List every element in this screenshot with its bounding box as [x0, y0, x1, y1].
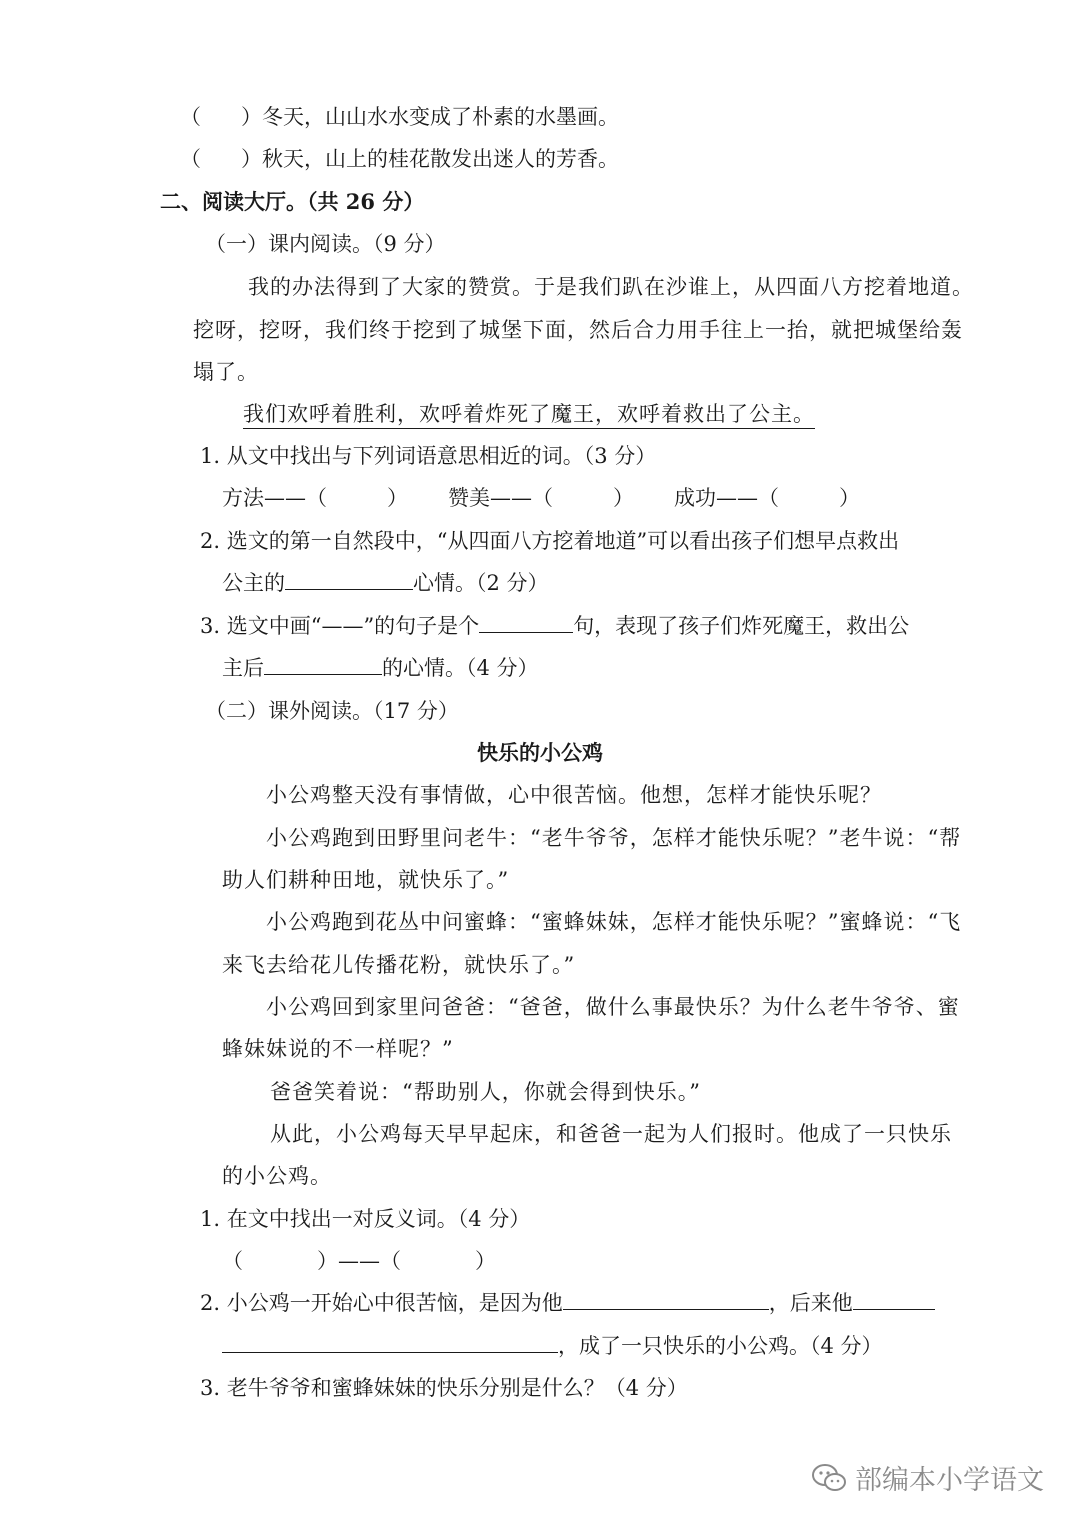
story-line: 爸爸笑着说：“帮助别人，你就会得到快乐。” [270, 1080, 701, 1104]
part1-q3-line2: 主后 的心情。（4 分） [222, 656, 539, 680]
part1-title: （一）课内阅读。（9 分） [205, 232, 446, 256]
paren-close: ） [839, 486, 860, 510]
section2-title: 二、阅读大厅。（共 26 分） [160, 189, 425, 214]
part1-passage-line: 我的办法得到了大家的赞赏。于是我们趴在沙谁上，从四面八方挖着地道。 [248, 275, 974, 299]
story-line: 小公鸡跑到田野里问老牛：“老牛爷爷，怎样才能快乐呢？”老牛说：“帮 [266, 826, 962, 850]
answer-blank[interactable] [222, 1332, 558, 1353]
story-title: 快乐的小公鸡 [477, 740, 603, 765]
paren-close: ） [241, 105, 262, 129]
question-autumn [180, 144, 619, 174]
q1-item-method: 方法——（ [222, 486, 327, 510]
part1-q3-line1: 3. 选文中画“——”的句子是个 句，表现了孩子们炸死魔王，救出公 [200, 614, 910, 638]
part2-title: （二）课外阅读。（17 分） [205, 699, 459, 723]
part1-underlined-sentence: 我们欢呼着胜利，欢呼着炸死了魔王，欢呼着救出了公主。 [243, 399, 815, 429]
answer-blank[interactable] [264, 654, 382, 675]
question-winter [180, 102, 619, 132]
story-line: 蜂妹妹说的不一样呢？” [222, 1037, 454, 1061]
answer-blank[interactable] [285, 569, 413, 590]
q1-item-success: 成功——（ [674, 486, 779, 510]
paren-close: ） [241, 147, 262, 171]
story-line: 从此，小公鸡每天早早起床，和爸爸一起为人们报时。他成了一只快乐 [270, 1122, 952, 1146]
part2-q2-line1: 2. 小公鸡一开始心中很苦恼，是因为他 ，后来他 [200, 1288, 935, 1318]
story-line: 小公鸡整天没有事情做，心中很苦恼。他想，怎样才能快乐呢？ [266, 783, 882, 807]
part1-q2-line2: 公主的 心情。（2 分） [222, 571, 549, 595]
paren-close: ） [613, 486, 634, 510]
paren-close: ） [387, 486, 408, 510]
watermark-text: 部编本小学语文 [855, 1465, 1044, 1496]
story-line: 的小公鸡。 [222, 1164, 332, 1188]
wechat-icon [811, 1463, 847, 1493]
paren-open: （ [180, 147, 201, 171]
part1-q1-items [222, 483, 860, 513]
q1-item-praise: 赞美——（ [448, 486, 553, 510]
story-line: 小公鸡回到家里问爸爸：“爸爸，做什么事最快乐？为什么老牛爷爷、蜜 [266, 995, 960, 1019]
answer-blank[interactable] [479, 612, 573, 633]
answer-blank[interactable] [853, 1289, 935, 1310]
part2-q1: 1. 在文中找出一对反义词。（4 分） [200, 1207, 531, 1231]
paren-open: （ [180, 105, 201, 129]
story-line: 小公鸡跑到花丛中问蜜蜂：“蜜蜂妹妹，怎样才能快乐呢？”蜜蜂说：“飞 [266, 910, 962, 934]
part1-q1: 1. 从文中找出与下列词语意思相近的词。（3 分） [200, 444, 657, 468]
question-winter-text: 冬天，山山水水变成了朴素的水墨画。 [262, 105, 619, 129]
watermark [811, 1458, 1044, 1497]
part1-q2-line1: 2. 选文的第一自然段中，“从四面八方挖着地道”可以看出孩子们想早点救出 [200, 529, 900, 553]
part2-q1-answer: （ ）——（ ） [222, 1249, 496, 1273]
story-line: 助人们耕种田地，就快乐了。” [222, 868, 510, 892]
part2-q3: 3. 老牛爷爷和蜜蜂妹妹的快乐分别是什么？（4 分） [200, 1376, 688, 1400]
question-autumn-text: 秋天，山上的桂花散发出迷人的芳香。 [262, 147, 619, 171]
story-line: 来飞去给花儿传播花粉，就快乐了。” [222, 953, 576, 977]
answer-blank[interactable] [563, 1289, 769, 1310]
part1-passage-line: 塌了。 [193, 360, 259, 384]
part2-q2-line2: ，成了一只快乐的小公鸡。（4 分） [222, 1331, 883, 1361]
part1-passage-line: 挖呀，挖呀，我们终于挖到了城堡下面，然后合力用手往上一抬，就把城堡给轰 [193, 318, 963, 342]
